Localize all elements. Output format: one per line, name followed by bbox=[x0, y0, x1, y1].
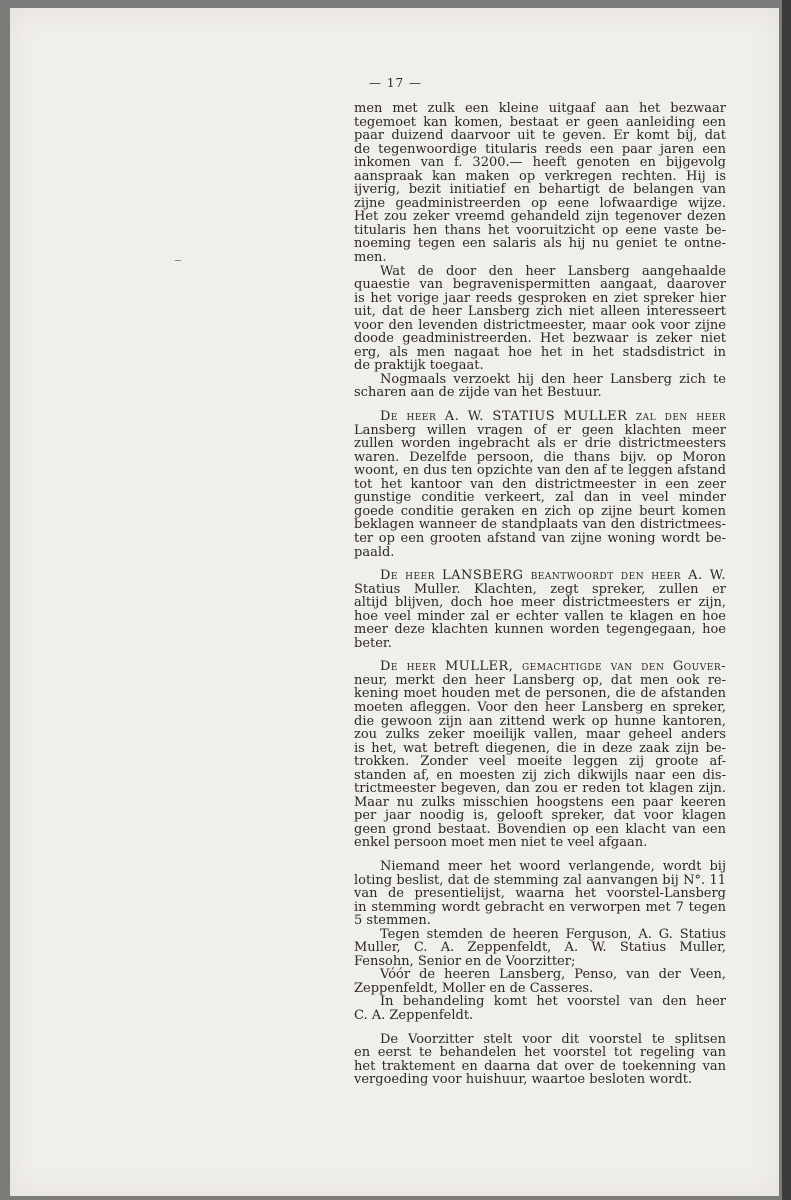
text-line: is het, wat betreft diegenen, die in deze zaak zijn be- bbox=[354, 740, 726, 756]
text-line: gunstige conditie verkeert, zal dan in veel minder bbox=[354, 490, 726, 506]
text-line: men. bbox=[354, 250, 387, 266]
text-line: paar duizend daarvoor uit te geven. Er komt bij, dat bbox=[354, 128, 726, 144]
text-line: De heer A. W. STATIUS MULLER zal den heer bbox=[380, 409, 726, 425]
text-line: 5 stemmen. bbox=[354, 913, 431, 929]
text-line: die gewoon zijn aan zittend werk op hunne kantoren, bbox=[354, 713, 726, 729]
text-line: Maar nu zulks misschien hoogstens een paar keeren bbox=[354, 794, 726, 810]
text-line: aanspraak kan maken op verkregen rechten. Hij is bbox=[354, 168, 726, 184]
paragraph bbox=[354, 860, 726, 928]
text-line: standen af, en moesten zij zich dikwijls naar een dis- bbox=[354, 767, 726, 783]
text-line: en eerst te behandelen het voorstel tot regeling van bbox=[354, 1045, 726, 1061]
text-line: moeten afleggen. Voor den heer Lansberg en spreker, bbox=[354, 699, 726, 715]
text-line: meer deze klachten kunnen worden tegengegaan, hoe bbox=[354, 622, 726, 638]
paragraph bbox=[354, 660, 726, 850]
text-line: Nogmaals verzoekt hij den heer Lansberg zich te bbox=[380, 371, 726, 387]
text-line: ter op een grooten afstand van zijne woning wordt be- bbox=[354, 530, 726, 546]
text-line: neur, merkt den heer Lansberg op, dat men ook re- bbox=[354, 672, 726, 688]
paragraph bbox=[354, 1033, 726, 1087]
paragraph bbox=[354, 995, 726, 1022]
text-line: beter. bbox=[354, 635, 392, 651]
text-line: noeming tegen een salaris als hij nu geniet te ontne- bbox=[354, 236, 726, 252]
text-line: inkomen van f. 3200.— heeft genoten en bijgevolg bbox=[354, 155, 726, 171]
text-line: zijne geadministreerden op eene lofwaardige wijze. bbox=[354, 195, 726, 211]
body-text bbox=[354, 102, 726, 1087]
text-line: enkel persoon moet men niet te veel afgaan. bbox=[354, 835, 648, 851]
text-line: erg, als men nagaat hoe het in het stadsdistrict in bbox=[354, 344, 726, 360]
text-line: Fensohn, Senior en de Voorzitter; bbox=[354, 953, 576, 969]
text-line: titularis hen thans het vooruitzicht op eene vaste be- bbox=[354, 222, 726, 238]
scan-edge bbox=[782, 0, 791, 1200]
paragraph bbox=[354, 968, 726, 995]
text-line: paald. bbox=[354, 544, 395, 560]
text-line: tegemoet kan komen, bestaat er geen aanleiding een bbox=[354, 114, 726, 130]
text-line: Het zou zeker vreemd gehandeld zijn tegenover dezen bbox=[354, 209, 726, 225]
text-line: zullen worden ingebracht als er drie districtmeesters bbox=[354, 436, 726, 452]
page-number: — 17 — bbox=[369, 76, 422, 90]
margin-mark bbox=[175, 260, 181, 261]
text-line: waren. Dezelfde persoon, die thans bijv. op Moron bbox=[354, 449, 726, 465]
text-line: per jaar noodig is, gelooft spreker, dat voor klagen bbox=[354, 808, 726, 824]
text-line: loting beslist, dat de stemming zal aanvangen bij N°. 11 bbox=[354, 872, 726, 888]
text-line: scharen aan de zijde van het Bestuur. bbox=[354, 385, 602, 401]
text-line: beklagen wanneer de standplaats van den districtmees- bbox=[354, 517, 726, 533]
text-line: Statius Muller. Klachten, zegt spreker, zullen er bbox=[354, 581, 726, 597]
text-line: woont, en dus ten opzichte van den af te leggen afstand bbox=[354, 463, 726, 479]
text-line: quaestie van begravenispermitten aangaat, daarover bbox=[354, 277, 726, 293]
text-line: vergoeding voor huishuur, waartoe besloten wordt. bbox=[354, 1072, 693, 1088]
paragraph bbox=[354, 373, 726, 400]
paragraph bbox=[354, 569, 726, 650]
text-line: In behandeling komt het voorstel van den heer bbox=[380, 994, 726, 1010]
text-line: trokken. Zonder veel moeite leggen zij groote af- bbox=[354, 754, 726, 770]
text-line: kening moet houden met de personen, die de afstanden bbox=[354, 686, 726, 702]
text-line: het traktement en daarna dat over de toekenning van bbox=[354, 1058, 726, 1074]
paragraph bbox=[354, 410, 726, 559]
text-line: hoe veel minder zal er echter vallen te klagen en hoe bbox=[354, 608, 726, 624]
text-line: voor den levenden districtmeester, maar ook voor zijne bbox=[354, 317, 726, 333]
text-line: ijverig, bezit initiatief en behartigt de belangen van bbox=[354, 182, 726, 198]
text-line: Vóór de heeren Lansberg, Penso, van der Veen, bbox=[380, 967, 726, 983]
text-line: Wat de door den heer Lansberg aangehaalde bbox=[380, 263, 726, 279]
text-line: de praktijk toegaat. bbox=[354, 358, 484, 374]
paragraph bbox=[354, 265, 726, 373]
text-line: De heer MULLER, gemachtigde van den Gouver- bbox=[380, 659, 726, 675]
text-line: De heer LANSBERG beantwoordt den heer A. W. bbox=[380, 568, 726, 584]
text-line: Niemand meer het woord verlangende, wordt bij bbox=[380, 858, 726, 874]
paragraph bbox=[354, 102, 726, 265]
text-line: C. A. Zeppenfeldt. bbox=[354, 1008, 474, 1023]
text-line: van de presentielijst, waarna het voorstel-Lansberg bbox=[354, 886, 726, 902]
text-line: doode geadministreerden. Het bezwaar is zeker niet bbox=[354, 331, 726, 347]
text-line: Zeppenfeldt, Moller en de Casseres. bbox=[354, 980, 594, 996]
text-line: Tegen stemden de heeren Ferguson, A. G. Statius bbox=[380, 926, 726, 942]
text-line: uit, dat de heer Lansberg zich niet alleen interesseert bbox=[354, 304, 726, 320]
text-line: goede conditie geraken en zich op zijne beurt komen bbox=[354, 503, 726, 519]
text-line: in stemming wordt gebracht en verworpen met 7 tegen bbox=[354, 899, 726, 915]
text-line: is het vorige jaar reeds gesproken en ziet spreker hier bbox=[354, 290, 726, 306]
text-line: De Voorzitter stelt voor dit voorstel te splitsen bbox=[380, 1031, 726, 1047]
text-line: de tegenwoordige titularis reeds een paar jaren een bbox=[354, 141, 726, 157]
text-line: tot het kantoor van den districtmeester in een zeer bbox=[354, 476, 726, 492]
text-line: trictmeester begeven, dan zou er reden tot klagen zijn. bbox=[354, 781, 726, 797]
text-line: altijd blijven, doch hoe meer districtmeesters er zijn, bbox=[354, 595, 726, 611]
paragraph bbox=[354, 928, 726, 969]
text-line: men met zulk een kleine uitgaaf aan het bezwaar bbox=[354, 101, 726, 116]
text-line: geen grond bestaat. Bovendien op een klacht van een bbox=[354, 821, 726, 837]
text-line: zou zulks zeker moeilijk vallen, maar geheel anders bbox=[354, 727, 726, 743]
text-line: Lansberg willen vragen of er geen klachten meer bbox=[354, 422, 726, 438]
text-line: Muller, C. A. Zeppenfeldt, A. W. Statius Muller, bbox=[354, 940, 726, 956]
